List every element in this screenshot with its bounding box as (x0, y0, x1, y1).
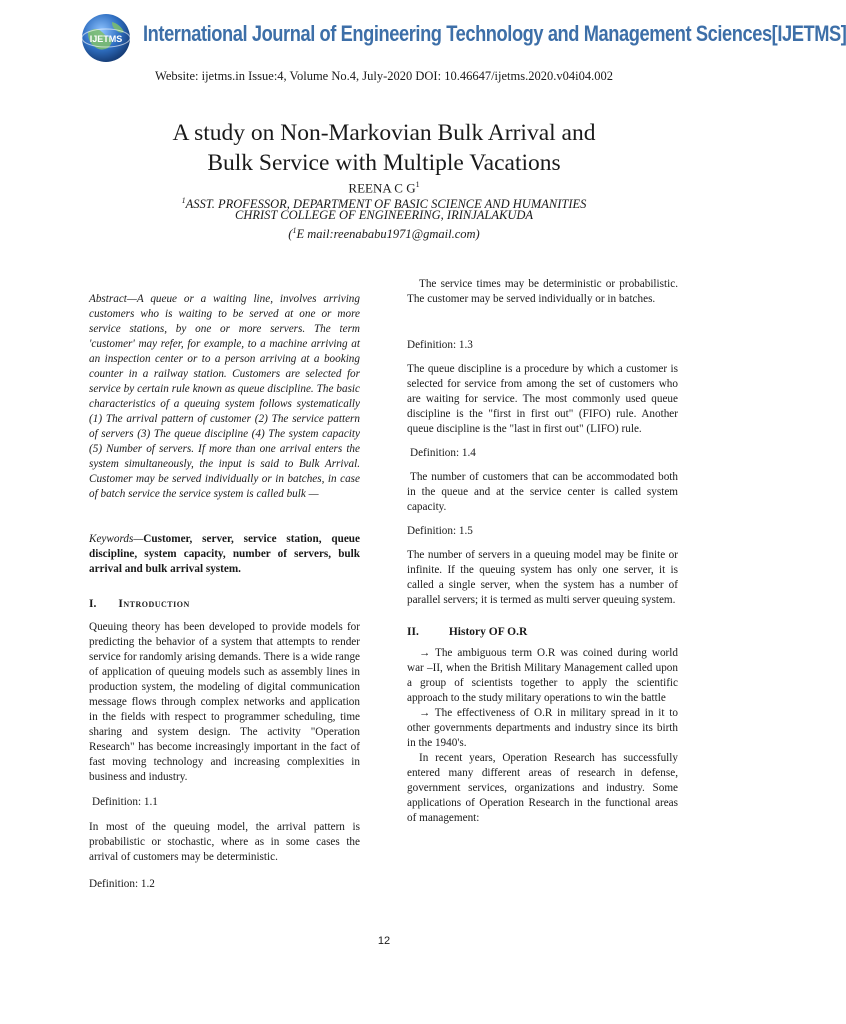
affiliation-sup: 1 (181, 196, 186, 205)
history-paragraph-2: → The effectiveness of O.R in military spread in it to other governments departments and industry since its birth in the 1940's. (407, 707, 678, 749)
definition-1-4-heading: Definition: 1.4 (410, 447, 476, 459)
svg-text:IJETMS: IJETMS (89, 34, 123, 44)
left-column (89, 292, 360, 892)
introduction-paragraph: Queuing theory has been developed to provide models for predicting the behavior of a system that attempts to render service for randomly arising demands. There is a wide range of application of queuing models such as assembly lines in production system, the modeling of digital communication message flows through complex networks and application in the fields with respect to programmer scheduling, time sharing and system design. The activity "Operation Research" has become increasingly important in the fact of fast moving technology and increasing complexities in business and industry. (89, 621, 360, 783)
definition-1-3-heading: Definition: 1.3 (407, 339, 473, 351)
section-heading-introduction (89, 597, 360, 612)
section-title: History OF O.R (448, 626, 528, 638)
author-name-text: REENA C G (348, 180, 416, 196)
section-number: I. (89, 598, 97, 610)
journal-meta: Website: ijetms.in Issue:4, Volume No.4, July-2020 DOI: 10.46647/ijetms.2020.v04i04.002 (155, 69, 613, 83)
section-title: Introduction (118, 598, 190, 610)
keywords-label: Keywords— (89, 533, 144, 545)
email-sup: 1 (292, 226, 297, 235)
journal-logo-globe-icon (80, 12, 132, 64)
definition-1-5-heading: Definition: 1.5 (407, 525, 473, 537)
keywords-terms: Customer, server, service station, queue discipline, system capacity, number of servers, bulk arrival and bulk arrival system. (89, 533, 360, 575)
paper-title-line-1: A study on Non-Markovian Bulk Arrival and (172, 120, 596, 146)
email-text: E mail:reenababu1971@gmail.com) (296, 227, 480, 242)
definition-1-1-text: In most of the queuing model, the arrival pattern is probabilistic or stochastic, where as in some cases the arrival of customers may be deterministic. (89, 821, 360, 863)
section-number: II. (407, 626, 419, 638)
affiliation-line-2: CHRIST COLLEGE OF ENGINEERING, IRINJALAKUDA (234, 208, 534, 222)
author-sup: 1 (415, 180, 420, 189)
paper-title (0, 118, 768, 178)
right-column (407, 277, 678, 826)
affiliation-line-1: ASST. PROFESSOR, DEPARTMENT OF BASIC SCIENCE AND HUMANITIES (185, 197, 587, 212)
service-times-paragraph: The service times may be deterministic or probabilistic. The customer may be served individually or in batches. (407, 278, 678, 305)
email-open: ( (288, 227, 293, 242)
history-paragraph-3: In recent years, Operation Research has successfully entered many different areas of research in defense, government services, organizations and industry. Some applications of Operation Research in the functional areas of management: (407, 752, 678, 824)
definition-1-3-text: The queue discipline is a procedure by which a customer is selected for service from among the set of customers who are waiting for service. The most commonly used queue discipline is the "first in first out" (FIFO) rule. Another queue discipline is the "last in first out" (LIFO) rule. (407, 363, 678, 435)
definition-1-2-heading: Definition: 1.2 (89, 878, 155, 890)
author-email (0, 223, 768, 242)
keywords (89, 532, 360, 577)
abstract: Abstract—A queue or a waiting line, involves arriving customers who is waiting to be served at one or more service stations, by one or more servers. The term 'customer' may refer, for example, to a machine arriving at an inspection center or to a person arriving at a booking counter in a railway station. Customers are selected for service by certain rule known as queue discipline. The basic characteristics of a queuing system follows systematically (1) The arrival pattern of customer (2) The service pattern of servers (3) The queue discipline (4) The system capacity (5) Number of servers. If more than one arrival enters the system simultaneously, the input is said to Bulk Arrival. Customer may be served individually or in batches, in case of batch service the service system is called bulk — (89, 293, 360, 500)
definition-1-1-heading: Definition: 1.1 (92, 796, 158, 808)
definition-1-5-text: The number of servers in a queuing model may be finite or infinite. If the queuing system has only one server, it is called a single server, when the system has a number of parallel servers; it is termed as multi server queuing system. (407, 549, 678, 606)
definition-1-4-text: The number of customers that can be accommodated both in the queue and at the service center is called system capacity. (407, 471, 678, 513)
history-paragraph-1: → The ambiguous term O.R was coined during world war –II, when the British Military Management called upon a group of scientists together to apply the scientific approach to the study military operations to win the battle (407, 647, 678, 704)
paper-title-line-2: Bulk Service with Multiple Vacations (207, 150, 561, 176)
section-heading-history (407, 625, 678, 640)
journal-title: International Journal of Engineering Technology and Management Sciences[IJETMS] (143, 21, 846, 46)
page-number: 12 (377, 935, 391, 947)
